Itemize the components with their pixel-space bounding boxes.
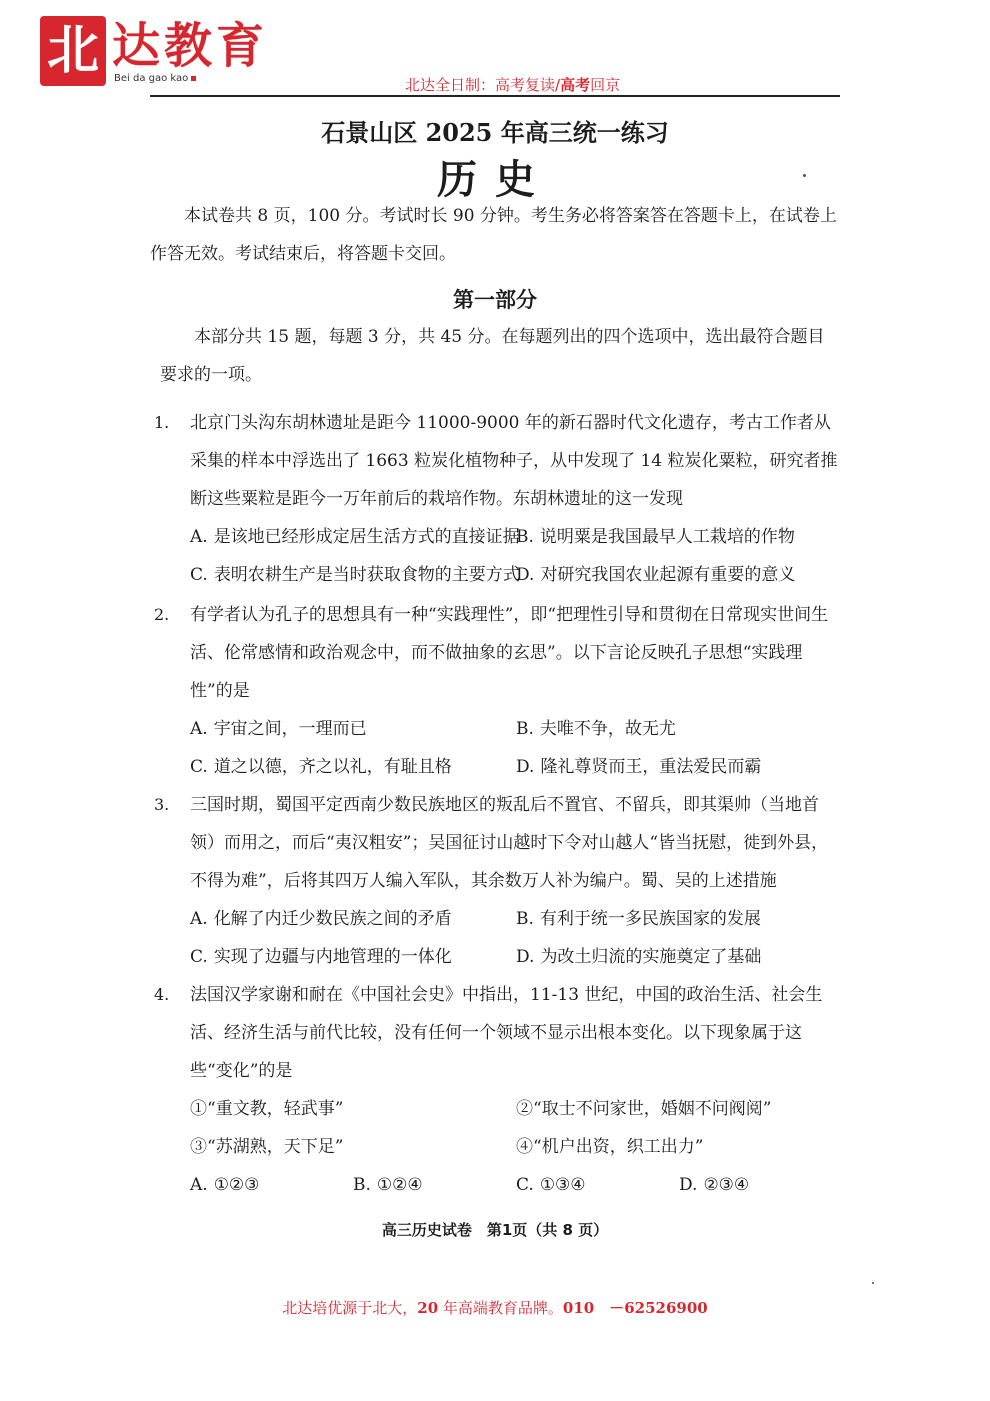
option-list — [190, 1166, 842, 1204]
part-instructions: 本部分共 15 题，每题 3 分，共 45 分。在每题列出的四个选项中，选出最符合题目要求的一项。 — [160, 327, 825, 385]
question-stem: 法国汉学家谢和耐在《中国社会史》中指出，11-13 世纪，中国的政治生活、社会生活、经济生活与前代比较，没有任何一个领域不显示出根本变化。以下现象属于这些“变化”的是 — [190, 985, 823, 1081]
scan-speck — [872, 1282, 874, 1284]
option-d — [679, 1166, 842, 1204]
option-label: A. — [190, 909, 208, 929]
exam-intro: 本试卷共 8 页，100 分。考试时长 90 分钟。考生务必将答案答在答题卡上，在试卷上作答无效。考试结束后，将答题卡交回。 — [150, 206, 837, 264]
logo-mark — [40, 16, 106, 86]
option-label: B. — [353, 1175, 371, 1195]
question-1 — [150, 404, 842, 594]
option-label: A. — [190, 1175, 208, 1195]
tagline-suffix: 回京 — [590, 76, 621, 94]
brand-pinyin-text: Bei da gao kao — [114, 73, 189, 84]
option-d — [516, 938, 842, 976]
option-text: 宇宙之间，一理而已 — [213, 719, 367, 739]
option-text: 夫唯不争，故无尤 — [539, 719, 676, 739]
option-b — [516, 518, 842, 556]
option-label: D. — [516, 565, 535, 585]
option-label: C. — [516, 1175, 534, 1195]
question-3 — [150, 786, 842, 976]
option-label: D. — [516, 757, 535, 777]
option-b — [516, 900, 842, 938]
subject-title: 历史 — [437, 156, 553, 203]
statement-1: ①“重文教，轻武事” — [190, 1099, 344, 1119]
option-c — [190, 938, 516, 976]
option-label: D. — [679, 1175, 698, 1195]
option-c — [190, 748, 516, 786]
option-label: B. — [516, 909, 534, 929]
question-number: 3. — [154, 795, 170, 814]
option-text: 表明农耕生产是当时获取食物的主要方式 — [213, 565, 520, 585]
option-list — [190, 710, 842, 786]
page-footer: 高三历史试卷 第1页（共 8 页） — [381, 1221, 609, 1239]
option-text: ①③④ — [539, 1175, 586, 1195]
option-text: 为改土归流的实施奠定了基础 — [540, 947, 762, 967]
option-a — [190, 710, 516, 748]
option-label: C. — [190, 757, 208, 777]
header-divider — [150, 95, 840, 97]
option-text: 化解了内迁少数民族之间的矛盾 — [213, 909, 452, 929]
option-label: D. — [516, 947, 535, 967]
tagline-bold: 高考 — [560, 76, 591, 94]
option-text: ①②④ — [376, 1175, 423, 1195]
option-c — [190, 556, 520, 594]
option-label: A. — [190, 719, 208, 739]
option-label: B. — [516, 527, 534, 547]
option-a — [190, 900, 516, 938]
scan-speck — [803, 174, 806, 177]
promo-banner — [0, 1297, 990, 1318]
question-number: 2. — [154, 605, 170, 624]
option-a — [190, 1166, 353, 1204]
question-stem: 三国时期，蜀国平定西南少数民族地区的叛乱后不置官、不留兵，即其渠帅（当地首领）而用之，而后“夷汉粗安”；吴国征讨山越时下令对山越人“皆当抚慰，徙到外县，不得为难”，后将其四万人编入军队，其余数万人补为编户。蜀、吴的上述措施 — [190, 795, 829, 891]
statement-2: ②“取士不问家世，婚姻不问阀阅” — [516, 1099, 772, 1119]
option-text: 有利于统一多民族国家的发展 — [539, 909, 761, 929]
option-label: A. — [190, 527, 208, 547]
promo-prefix: 北达培优源于北大， — [282, 1299, 418, 1317]
option-list — [190, 518, 842, 594]
option-b — [516, 710, 842, 748]
statement-3: ③“苏湖熟，天下足” — [190, 1137, 344, 1157]
square-icon — [191, 76, 196, 81]
question-number: 4. — [154, 985, 170, 1004]
question-2 — [150, 596, 842, 786]
brand-pinyin — [114, 73, 196, 84]
brand-name: 达教育 — [112, 18, 269, 74]
promo-middle: 年高端教育品牌。 — [438, 1299, 563, 1317]
question-4 — [150, 976, 842, 1204]
option-text: 道之以德，齐之以礼，有耻且格 — [213, 757, 452, 777]
statement-4: ④“机户出资，织工出力” — [516, 1137, 704, 1157]
option-label: B. — [516, 719, 534, 739]
tagline-prefix: 北达全日制：高考复读/ — [405, 76, 561, 94]
header-tagline — [405, 74, 620, 95]
option-list — [190, 900, 842, 976]
option-text: 说明粟是我国最早人工栽培的作物 — [539, 527, 795, 547]
promo-number: 20 — [417, 1299, 439, 1317]
question-stem: 有学者认为孔子的思想具有一种“实践理性”，即“把理性引导和贯彻在日常现实世间生活、伦常感情和政治观念中，而不做抽象的玄思”。以下言论反映孔子思想“实践理性”的是 — [190, 605, 829, 701]
statement-list — [190, 1090, 842, 1166]
part-title: 第一部分 — [453, 287, 537, 312]
option-text: 是该地已经形成定居生活方式的直接证据 — [213, 527, 520, 547]
option-text: ②③④ — [703, 1175, 750, 1195]
logo-char: 北 — [46, 20, 99, 81]
option-a — [190, 518, 520, 556]
option-text: ①②③ — [213, 1175, 260, 1195]
option-c — [516, 1166, 679, 1204]
option-label: C. — [190, 947, 208, 967]
question-stem: 北京门头沟东胡林遗址是距今 11000-9000 年的新石器时代文化遗存，考古工作者从采集的样本中浮选出了 1663 粒炭化植物种子，从中发现了 14 粒炭化粟粒，研究者推断这些粟粒是距今一万年前后的栽培作物。东胡林遗址的这一发现 — [190, 413, 838, 509]
promo-phone: 010 －62526900 — [562, 1299, 708, 1317]
option-text: 隆礼尊贤而王，重法爱民而霸 — [540, 757, 762, 777]
option-text: 对研究我国农业起源有重要的意义 — [540, 565, 796, 585]
option-b — [353, 1166, 516, 1204]
option-d — [516, 748, 842, 786]
question-number: 1. — [154, 413, 170, 432]
option-label: C. — [190, 565, 208, 585]
exam-title: 石景山区 2025 年高三统一练习 — [321, 118, 669, 147]
option-text: 实现了边疆与内地管理的一体化 — [213, 947, 452, 967]
option-d — [516, 556, 842, 594]
